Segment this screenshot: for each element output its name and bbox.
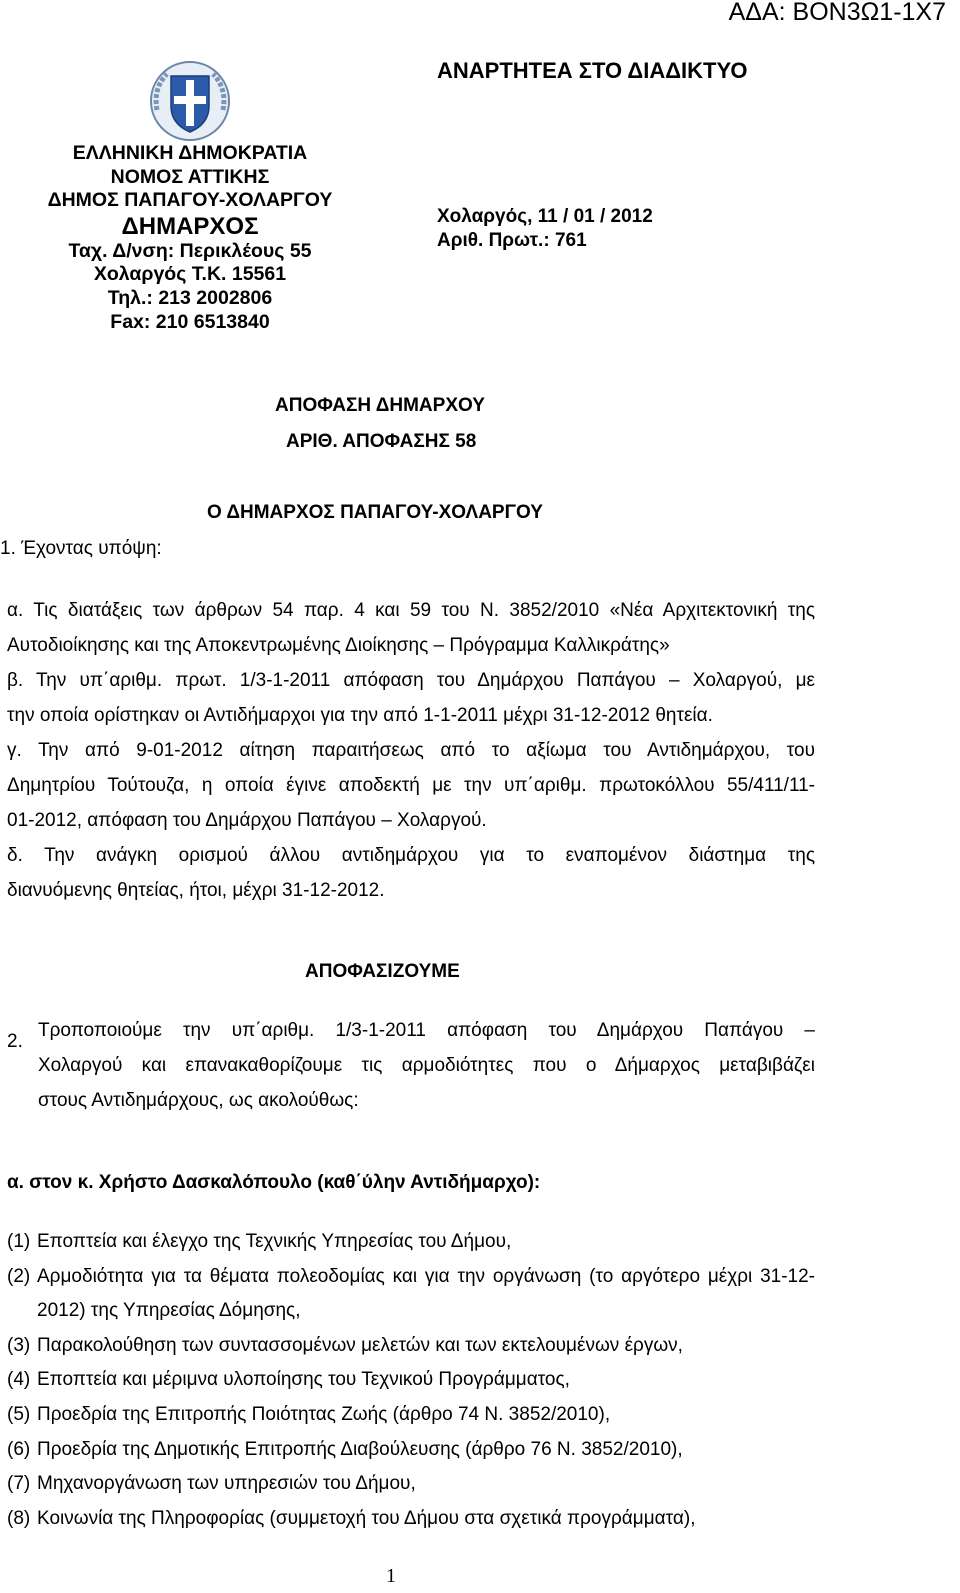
header-line-mayor: ΔΗΜΑΡΧΟΣ <box>121 212 259 240</box>
considerations <box>7 593 815 908</box>
item-2-line3: στους Αντιδημάρχους, ως ακολούθως: <box>38 1090 359 1111</box>
consideration-d-line1: δ. Την ανάγκη ορισμού άλλου αντιδημάρχου για το εναπομένον διάστημα της <box>7 845 815 866</box>
list-item-text: Μηχανοργάνωση των υπηρεσιών του Δήμου, <box>37 1473 416 1495</box>
consideration-c-line2: Δημητρίου Τούτουζα, η οποία έγινε αποδεκτή με την υπ΄αριθμ. πρωτοκόλλου 55/411/11- <box>7 775 815 796</box>
list-item <box>7 1225 815 1260</box>
responsibilities-list <box>7 1225 815 1536</box>
consideration-a-line2: Αυτοδιοίκησης και της Αποκεντρωμένης Διοίκησης – Πρόγραμμα Καλλικράτης» <box>7 635 670 656</box>
consideration-b-line2: την οποία ορίστηκαν οι Αντιδήμαρχοι για την από 1-1-2011 μέχρι 31-12-2012 θητεία. <box>7 705 713 726</box>
protocol-line: Αριθ. Πρωτ.: 761 <box>437 230 587 251</box>
list-item-text: Εποπτεία και έλεγχο της Τεχνικής Υπηρεσίας του Δήμου, <box>37 1231 512 1252</box>
consideration-b-line1: β. Την υπ΄αριθμ. πρωτ. 1/3-1-2011 απόφαση του Δημάρχου Παπάγου – Χολαργού, με <box>7 670 815 691</box>
list-item <box>7 1502 815 1537</box>
mayor-heading: Ο ΔΗΜΑΡΧΟΣ ΠΑΠΑΓΟΥ-ΧΟΛΑΡΓΟΥ <box>207 502 543 523</box>
header-line-municipality: ΔΗΜΟΣ ΠΑΠΑΓΟΥ-ΧΟΛΑΡΓΟΥ <box>47 189 333 212</box>
header-line-address: Ταχ. Δ/νση: Περικλέους 55 <box>68 239 312 262</box>
item-2-number: 2. <box>7 1031 23 1052</box>
consideration-c-line1: γ. Την από 9-01-2012 αίτηση παραιτήσεως από το αξίωμα του Αντιδημάρχου, του <box>7 740 815 761</box>
ada-code: ΑΔΑ: ΒΟΝ3Ω1-1Χ7 <box>728 0 946 26</box>
date-line: Χολαργός, 11 / 01 / 2012 <box>437 206 653 227</box>
item-2-line2: Χολαργού και επανακαθορίζουμε τις αρμοδιότητες που ο Δήμαρχος μεταβιβάζει <box>38 1055 815 1076</box>
list-item-number: (7) <box>7 1473 31 1495</box>
consideration-a-line1: α. Τις διατάξεις των άρθρων 54 παρ. 4 και 59 του Ν. 3852/2010 «Νέα Αρχιτεκτονική της <box>7 600 815 621</box>
issuer-header <box>40 142 340 334</box>
list-item-number: (5) <box>7 1403 31 1425</box>
section-a-heading: α. στον κ. Χρήστο Δασκαλόπουλο (καθ΄ύλην Αντιδήμαρχο): <box>7 1172 541 1193</box>
list-item-text: Εποπτεία και μέριμνα υλοποίησης του Τεχνικού Προγράμματος, <box>37 1369 570 1391</box>
item-2-text <box>38 1013 815 1118</box>
decision-title: ΑΠΟΦΑΣΗ ΔΗΜΑΡΧΟΥ <box>275 395 485 416</box>
list-item-number: (8) <box>7 1507 31 1529</box>
considering-label: 1. Έχοντας υπόψη: <box>0 538 162 559</box>
consideration-c-line3: 01-2012, απόφαση του Δημάρχου Παπάγου – Χολαργού. <box>7 810 487 831</box>
date-block <box>437 205 653 253</box>
list-item-number: (3) <box>7 1334 31 1356</box>
list-item <box>7 1467 815 1502</box>
list-item-text: Αρμοδιότητα για τα θέματα πολεοδομίας και για την οργάνωση (το αργότερο μέχρι 31-12-2012) της Υπηρεσίας Δόμησης, <box>37 1265 815 1322</box>
publish-notice: ΑΝΑΡΤΗΤΕΑ ΣΤΟ ΔΙΑΔΙΚΤΥΟ <box>437 58 748 83</box>
list-item-text: Κοινωνία της Πληροφορίας (συμμετοχή του Δήμου στα σχετικά προγράμματα), <box>37 1507 696 1529</box>
list-item-number: (1) <box>7 1231 31 1252</box>
we-decide-heading: ΑΠΟΦΑΣΙΖΟΥΜΕ <box>305 961 460 982</box>
header-line-fax: Fax: 210 6513840 <box>110 310 270 333</box>
list-item <box>7 1260 815 1329</box>
list-item-text: Παρακολούθηση των συντασσομένων μελετών και των εκτελουμένων έργων, <box>37 1334 683 1356</box>
page-number: 1 <box>386 1565 396 1587</box>
list-item-text: Προεδρία της Δημοτικής Επιτροπής Διαβούλευσης (άρθρο 76 Ν. 3852/2010), <box>37 1438 683 1460</box>
header-line-postcode: Χολαργός Τ.Κ. 15561 <box>93 263 287 286</box>
list-item <box>7 1398 815 1433</box>
decision-number: ΑΡΙΘ. ΑΠΟΦΑΣΗΣ 58 <box>286 431 477 452</box>
list-item <box>7 1433 815 1468</box>
header-line-republic: ΕΛΛΗΝΙΚΗ ΔΗΜΟΚΡΑΤΙΑ <box>72 142 308 164</box>
list-item-text: Προεδρία της Επιτροπής Ποιότητας Ζωής (άρθρο 74 Ν. 3852/2010), <box>37 1403 611 1425</box>
list-item-number: (4) <box>7 1369 31 1391</box>
list-item <box>7 1363 815 1398</box>
list-item-number: (6) <box>7 1438 31 1460</box>
list-item-number: (2) <box>7 1265 31 1287</box>
header-line-phone: Τηλ.: 213 2002806 <box>107 286 273 309</box>
item-2-line1: Τροποποιούμε την υπ΄αριθμ. 1/3-1-2011 απόφαση του Δημάρχου Παπάγου – <box>38 1020 815 1041</box>
greek-coat-of-arms-icon <box>149 60 231 142</box>
consideration-d-line2: διανυόμενης θητείας, ήτοι, μέχρι 31-12-2012. <box>7 880 385 901</box>
header-line-prefecture: ΝΟΜΟΣ ΑΤΤΙΚΗΣ <box>110 165 270 188</box>
list-item <box>7 1329 815 1364</box>
